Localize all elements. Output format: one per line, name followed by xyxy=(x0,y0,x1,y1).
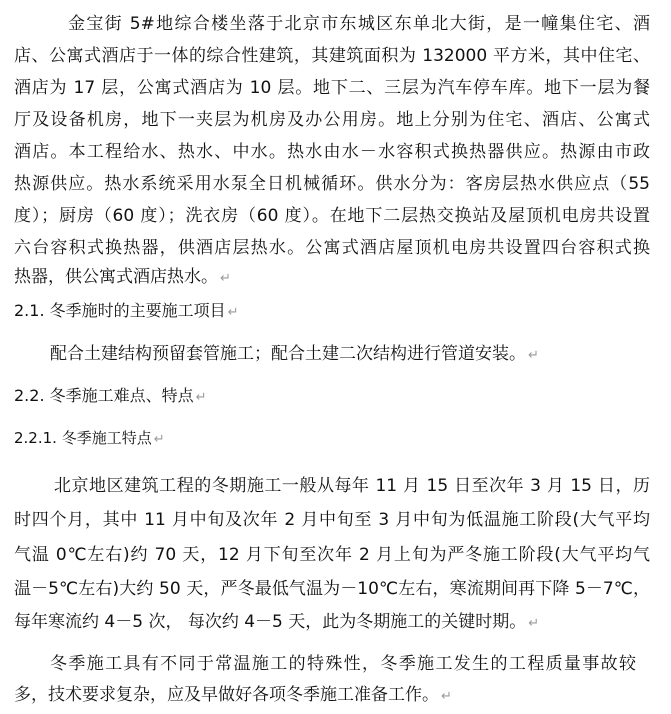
intro-line-9-text: 热器，供公寓式酒店热水。 xyxy=(14,267,218,287)
intro-line-8: 六台容积式换热器，供酒店层热水。公寓式酒店屋顶机电房共设置四台容积式换 xyxy=(14,238,650,258)
para1-line-5-text: 每年寒流约 4－5 次， 每次约 4－5 天，此为冬期施工的关键时期。 xyxy=(14,612,527,632)
section-2-2-1-heading-text: 2.2.1. 冬季施工特点 xyxy=(14,429,152,447)
intro-line-6: 热源供应。热水系统采用水泵全日机械循环。供水分为：客房层热水供应点（55 xyxy=(14,174,650,194)
section-2-1-body-text: 配合土建结构预留套管施工；配合土建二次结构进行管道安装。 xyxy=(50,344,526,364)
intro-line-2: 店、公寓式酒店于一体的综合性建筑，其建筑面积为 132000 平方米，其中住宅、 xyxy=(14,46,650,66)
section-2-1-body xyxy=(50,342,539,366)
para2-line-2-text: 多，技术要求复杂，应及早做好各项冬季施工准备工作。 xyxy=(14,685,439,705)
paragraph-mark-icon: ↵ xyxy=(153,432,165,447)
intro-line-5: 酒店。本工程给水、热水、中水。热水由水－水容积式换热器供应。热源由市政 xyxy=(14,142,650,162)
intro-line-7: 度）；厨房（60 度）；洗衣房（60 度）。在地下二层热交换站及屋顶机电房共设置 xyxy=(14,206,650,226)
intro-line-9 xyxy=(14,265,231,289)
paragraph-mark-icon: ↵ xyxy=(528,348,539,363)
para2-line-2 xyxy=(14,683,452,707)
para1-line-1: 北京地区建筑工程的冬期施工一般从每年 11 月 15 日至次年 3 月 15 日，历 xyxy=(54,476,650,496)
section-2-2-1-heading xyxy=(14,426,165,450)
section-2-2-heading-text: 2.2. 冬季施工难点、特点 xyxy=(14,386,194,405)
paragraph-mark-icon: ↵ xyxy=(441,689,452,704)
intro-line-1: 金宝街 5#地综合楼坐落于北京市东城区东单北大街，是一幢集住宅、酒 xyxy=(68,14,650,34)
section-2-1-heading xyxy=(14,299,239,323)
intro-line-4: 厅及设备机房，地下一夹层为机房及办公用房。地上分别为住宅、酒店、公寓式 xyxy=(14,110,650,130)
para2-line-1: 冬季施工具有不同于常温施工的特殊性，冬季施工发生的工程质量事故较 xyxy=(50,654,636,674)
para1-line-4: 温－5℃左右)大约 50 天，严冬最低气温为－10℃左右，寒流期间再下降 5－7℃， xyxy=(14,579,650,599)
para1-line-3: 气温 0℃左右)约 70 天，12 月下旬至次年 2 月上旬为严冬施工阶段(大气平均气 xyxy=(14,545,650,565)
paragraph-mark-icon: ↵ xyxy=(220,271,231,286)
section-2-1-heading-text: 2.1. 冬季施时的主要施工项目 xyxy=(14,301,226,320)
paragraph-mark-icon: ↵ xyxy=(195,390,207,405)
para1-line-2: 时四个月，其中 11 月中旬及次年 2 月中旬至 3 月中旬为低温施工阶段(大气平均 xyxy=(14,510,650,530)
para1-line-5 xyxy=(14,610,539,634)
paragraph-mark-icon: ↵ xyxy=(227,305,239,320)
paragraph-mark-icon: ↵ xyxy=(528,616,540,631)
intro-line-3: 酒店为 17 层，公寓式酒店为 10 层。地下二、三层为汽车停车库。地下一层为餐 xyxy=(14,78,650,98)
section-2-2-heading xyxy=(14,384,207,408)
